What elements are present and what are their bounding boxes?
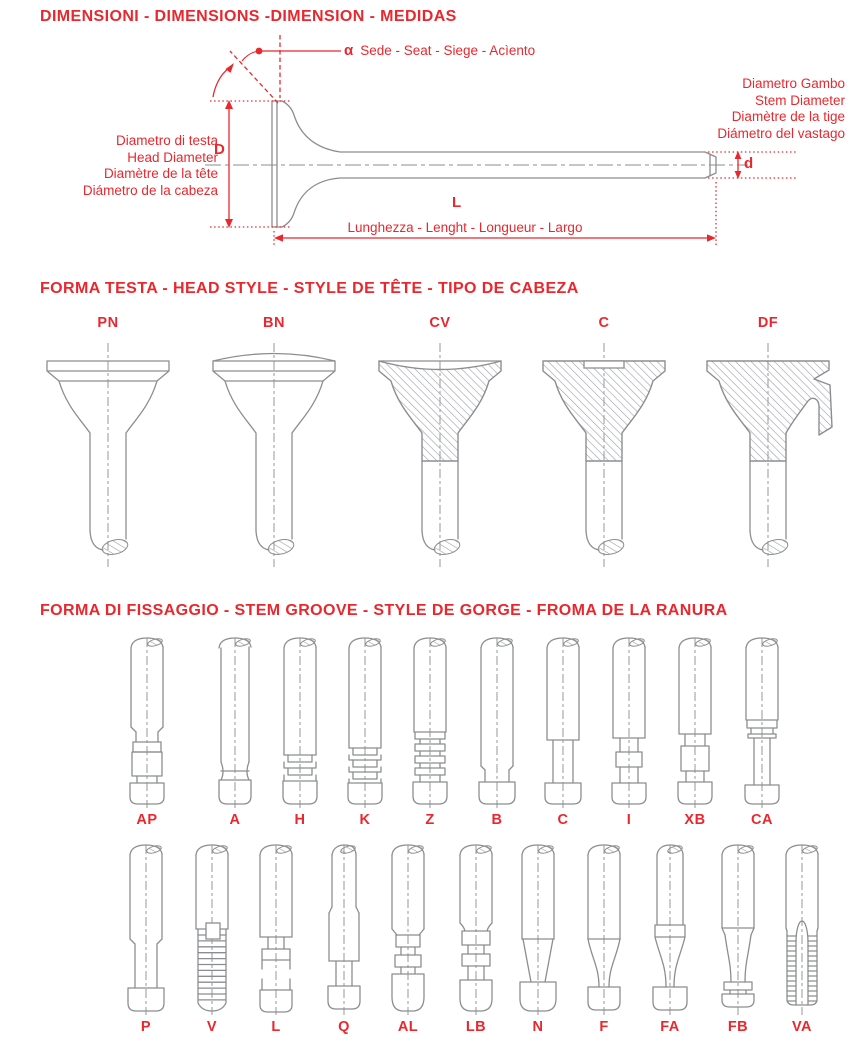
extension-lines-L xyxy=(274,182,716,247)
stem-diameter-line: Diamètre de la tige xyxy=(731,109,845,124)
stem-groove-figure-N xyxy=(506,843,570,1035)
head-style-figure-BN xyxy=(199,315,349,575)
stem-groove-drawing xyxy=(180,843,244,1017)
stem-groove-label: V xyxy=(206,1019,218,1035)
stem-groove-figure-XB xyxy=(663,636,727,828)
stem-groove-label: Q xyxy=(338,1019,350,1035)
stem-groove-figure-I xyxy=(597,636,661,828)
stem-groove-label: L xyxy=(271,1019,281,1035)
head-style-drawing xyxy=(693,335,843,575)
arrowhead xyxy=(735,151,742,159)
length-label: Lunghezza - Lenght - Longueur - Largo xyxy=(347,220,583,235)
arrowhead xyxy=(735,171,742,179)
stem-groove-figure-Q xyxy=(312,843,376,1035)
head-style-label: DF xyxy=(757,315,779,331)
dimensions-section-title: DIMENSIONI - DIMENSIONS -DIMENSION - MEDIDAS xyxy=(40,8,457,25)
seat-angle-construction-lines xyxy=(230,35,280,103)
dimension-letter-d: d xyxy=(744,155,754,172)
head-style-drawing xyxy=(199,335,349,575)
head-diameter-line: Diametro di testa xyxy=(115,133,218,148)
stem-groove-figure-Z xyxy=(398,636,462,828)
stem-groove-figure-P xyxy=(114,843,178,1035)
stem-groove-figure-K xyxy=(333,636,397,828)
stem-groove-label: FA xyxy=(660,1019,680,1035)
head-diameter-line: Diámetro de la cabeza xyxy=(82,182,218,198)
head-style-figure-DF xyxy=(693,315,843,575)
stem-groove-label: A xyxy=(229,812,241,828)
stem-groove-label: P xyxy=(140,1019,152,1035)
stem-groove-label: AL xyxy=(397,1019,419,1035)
stem-groove-label: LB xyxy=(465,1019,487,1035)
stem-groove-figure-LB xyxy=(444,843,508,1035)
stem-diameter-line: Diametro Gambo xyxy=(742,76,845,91)
stem-groove-figure-VA xyxy=(770,843,834,1035)
head-style-drawing xyxy=(33,335,183,575)
stem-groove-drawing xyxy=(531,636,595,810)
seat-angle-label-row xyxy=(344,42,535,59)
stem-groove-label: H xyxy=(294,812,306,828)
valve-head-face xyxy=(272,101,282,227)
head-style-figure-PN xyxy=(33,315,183,575)
stem-groove-label: XB xyxy=(684,812,706,828)
stem-groove-figure-C xyxy=(531,636,595,828)
seat-label: Sede - Seat - Siege - Acìento xyxy=(360,43,536,58)
stem-groove-drawing xyxy=(376,843,440,1017)
stem-groove-drawing xyxy=(706,843,770,1017)
head-style-label: PN xyxy=(97,315,119,331)
stem-groove-figure-V xyxy=(180,843,244,1035)
stem-groove-drawing xyxy=(597,636,661,810)
stem-groove-label: F xyxy=(599,1019,609,1035)
stem-groove-drawing xyxy=(638,843,702,1017)
stem-groove-label: B xyxy=(491,812,503,828)
stem-diameter-labels xyxy=(717,76,845,142)
head-style-figure-CV xyxy=(365,315,515,575)
stem-groove-section-title: FORMA DI FISSAGGIO - STEM GROOVE - STYLE DE GORGE - FROMA DE LA RANURA xyxy=(40,602,728,619)
stem-groove-drawing xyxy=(444,843,508,1017)
stem-groove-drawing xyxy=(663,636,727,810)
head-style-drawing xyxy=(365,335,515,575)
stem-groove-figure-B xyxy=(465,636,529,828)
stem-groove-drawing xyxy=(333,636,397,810)
head-style-section-title: FORMA TESTA - HEAD STYLE - STYLE DE TÊTE - TIPO DE CABEZA xyxy=(40,280,579,297)
stem-groove-label: AP xyxy=(136,812,158,828)
seat-angle-arc xyxy=(213,69,228,97)
stem-groove-label: FB xyxy=(727,1019,749,1035)
stem-groove-label: VA xyxy=(791,1019,813,1035)
head-style-drawing xyxy=(529,335,679,575)
extension-lines-D xyxy=(210,101,290,227)
alpha-symbol: α xyxy=(344,42,354,59)
stem-groove-figure-F xyxy=(572,843,636,1035)
head-style-label: CV xyxy=(429,315,451,331)
head-style-label: BN xyxy=(263,315,285,331)
arrowhead xyxy=(225,63,234,73)
head-style-label: C xyxy=(598,315,610,331)
stem-groove-figure-CA xyxy=(730,636,794,828)
stem-groove-drawing xyxy=(312,843,376,1017)
stem-groove-drawing xyxy=(244,843,308,1017)
arrowhead xyxy=(707,234,716,242)
stem-groove-drawing xyxy=(572,843,636,1017)
stem-groove-figure-A xyxy=(203,636,267,828)
dimension-letter-D: D xyxy=(214,141,225,158)
stem-groove-drawing xyxy=(770,843,834,1017)
stem-groove-figure-AL xyxy=(376,843,440,1035)
stem-groove-label: Z xyxy=(425,812,435,828)
stem-groove-drawing xyxy=(268,636,332,810)
stem-groove-drawing xyxy=(465,636,529,810)
stem-groove-drawing xyxy=(398,636,462,810)
stem-diameter-line: Stem Diameter xyxy=(754,92,845,108)
valve-profile-top xyxy=(282,101,705,152)
stem-groove-figure-FA xyxy=(638,843,702,1035)
stem-groove-drawing xyxy=(114,843,178,1017)
stem-groove-figure-H xyxy=(268,636,332,828)
stem-groove-label: C xyxy=(557,812,569,828)
stem-groove-figure-AP xyxy=(115,636,179,828)
stem-groove-drawing xyxy=(730,636,794,810)
stem-groove-figure-L xyxy=(244,843,308,1035)
stem-groove-label: CA xyxy=(751,812,773,828)
stem-diameter-line: Diámetro del vastago xyxy=(717,125,845,141)
stem-groove-label: K xyxy=(359,812,371,828)
stem-groove-figure-FB xyxy=(706,843,770,1035)
stem-groove-drawing xyxy=(203,636,267,810)
stem-groove-label: I xyxy=(626,812,632,828)
stem-groove-drawing xyxy=(115,636,179,810)
head-diameter-line: Head Diameter xyxy=(127,149,218,165)
head-style-figure-C xyxy=(529,315,679,575)
stem-groove-label: N xyxy=(532,1019,544,1035)
head-diameter-labels xyxy=(83,133,218,199)
stem-groove-drawing xyxy=(506,843,570,1017)
head-diameter-line: Diamètre de la tête xyxy=(103,166,218,181)
dimension-letter-L: L xyxy=(452,194,462,211)
